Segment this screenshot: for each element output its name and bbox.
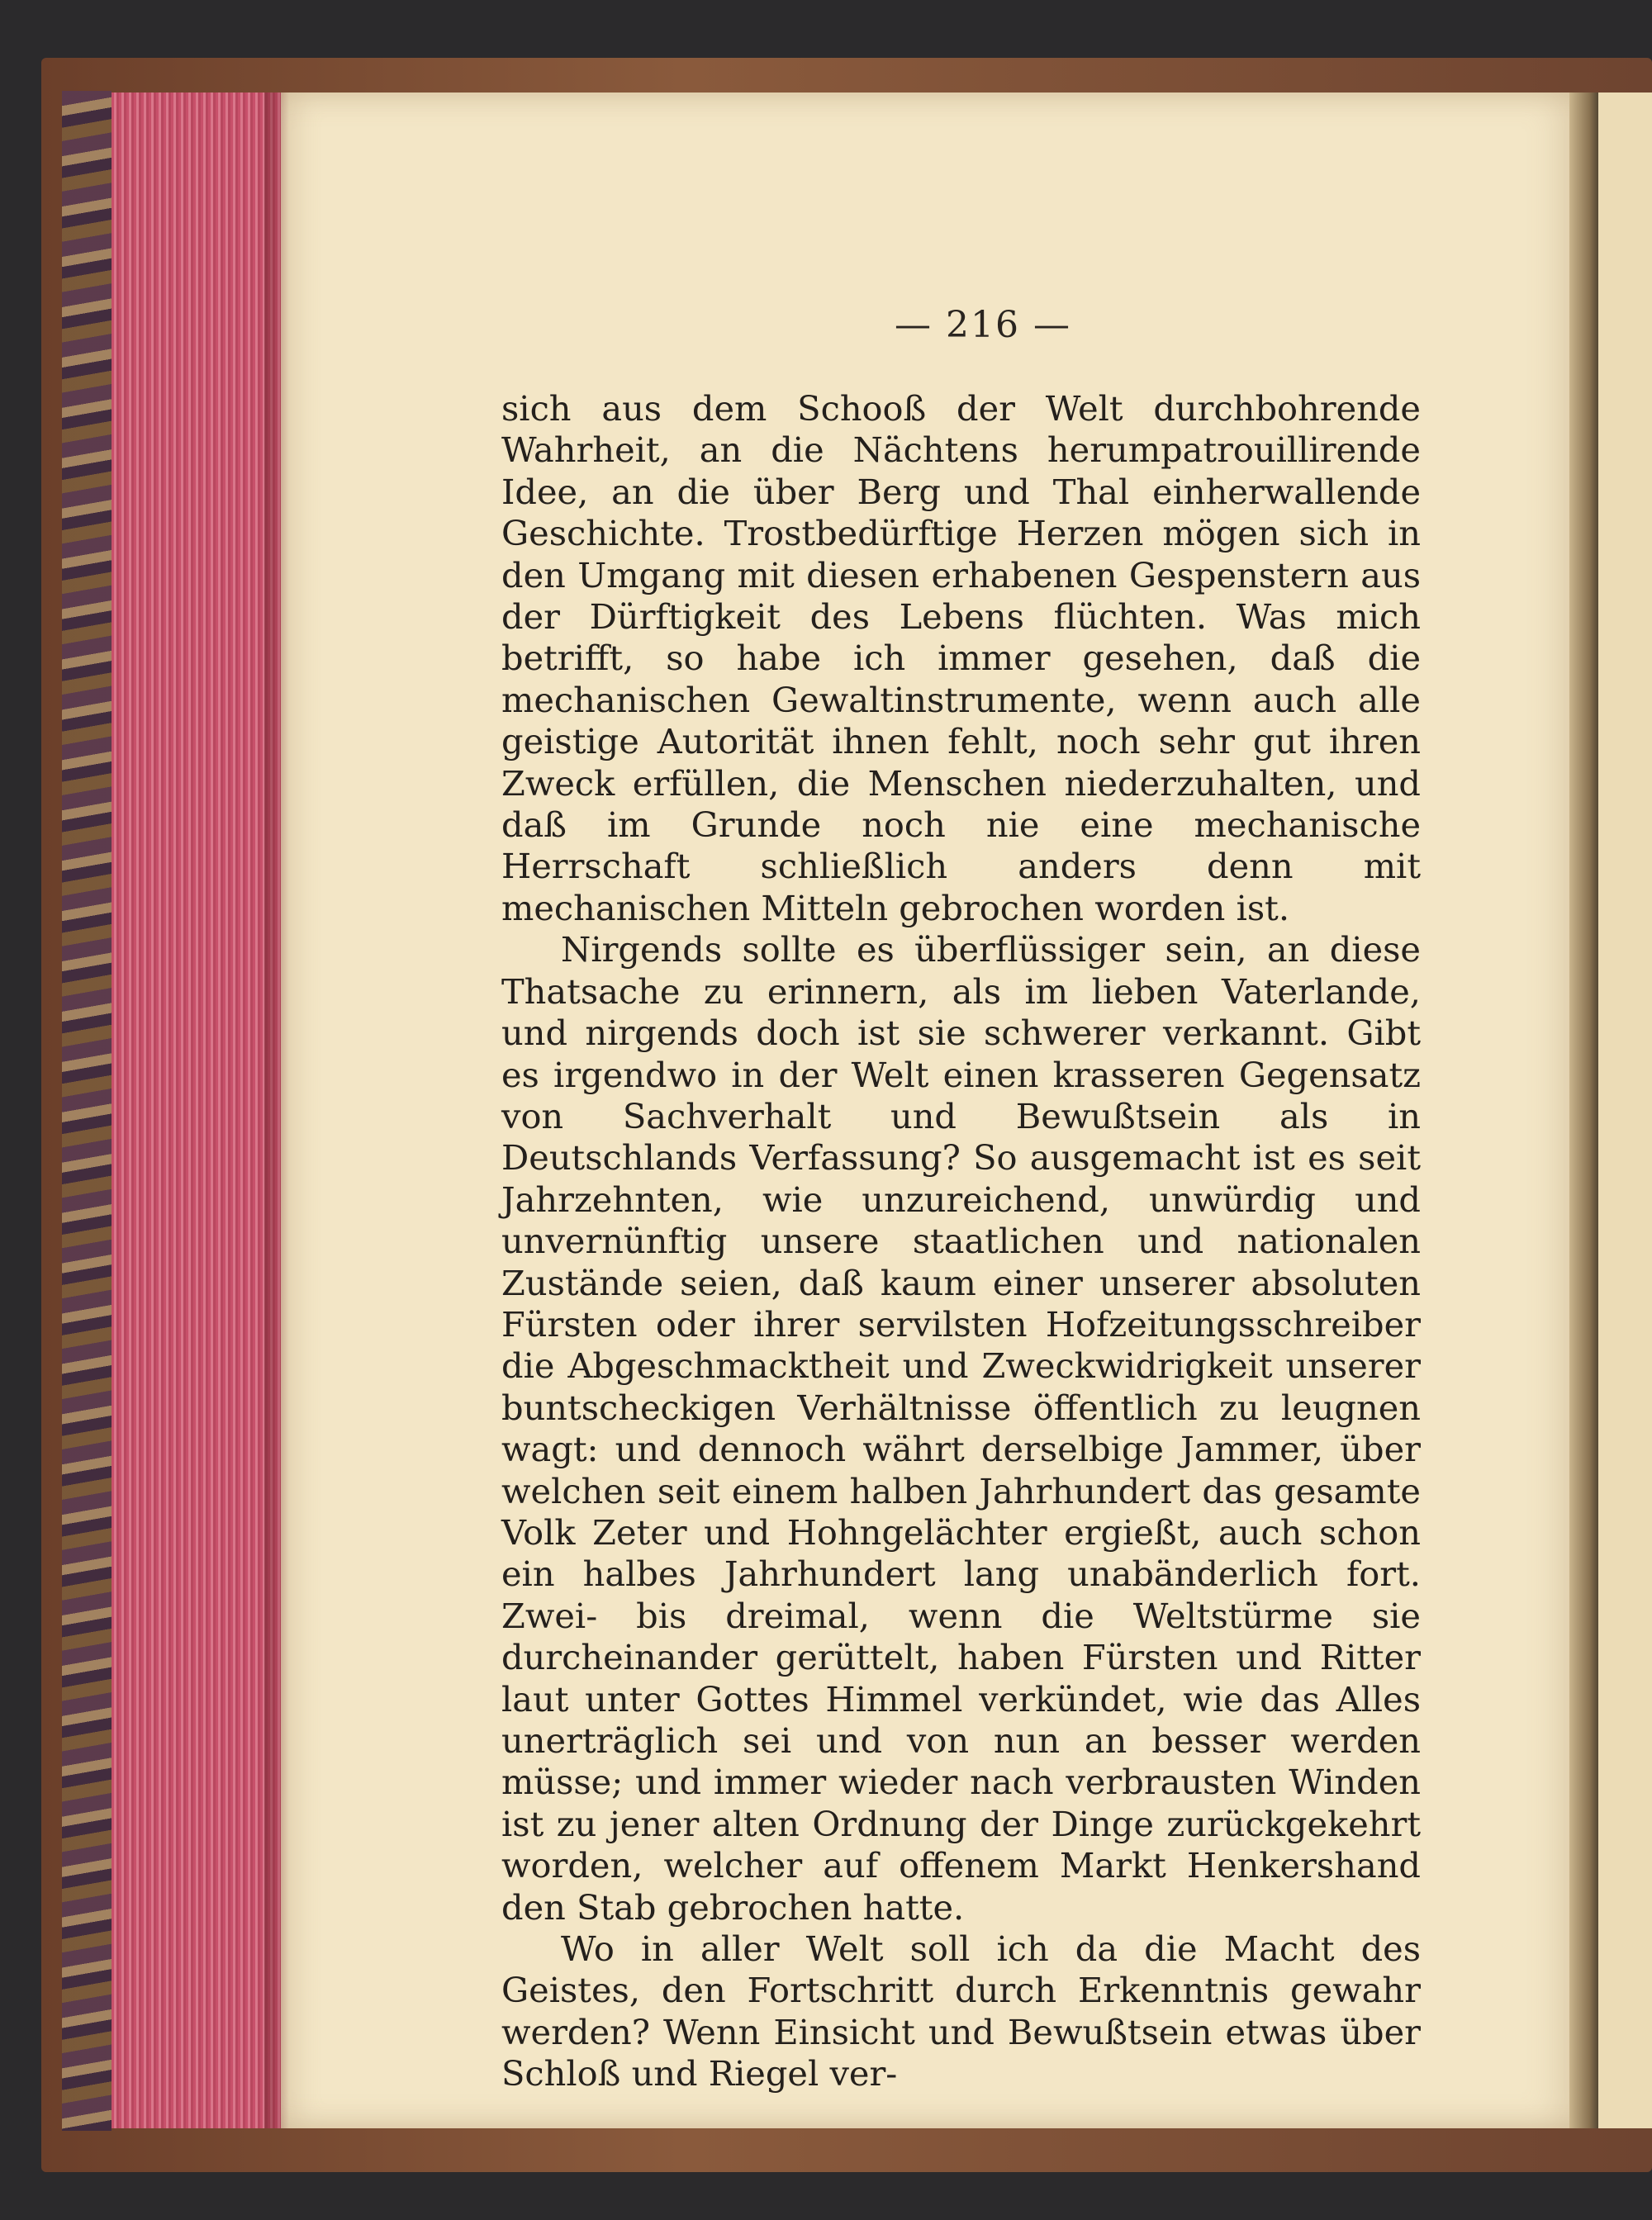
paragraph: Nirgends sollte es überflüssiger sein, an diese Thatsache zu erinnern, als im lieben Vaterlande, und nirgends doch ist sie schwerer verkannt. Gibt es irgendwo in der Welt einen krasseren Gegensatz von Sachverhalt und Bewußtsein als in Deutschlands Verfassung? So ausgemacht ist es seit Jahrzehnten, wie unzureichend, unwürdig und unvernünftig unsere staatlichen und nationalen Zustände seien, daß kaum einer unserer absoluten Fürsten oder ihrer servilsten Hofzeitungsschreiber die Abgeschmacktheit und Zweckwidrigkeit unserer buntscheckigen Verhältnisse öffentlich zu leugnen wagt: und dennoch währt derselbige Jammer, über welchen seit einem halben Jahrhundert das gesamte Volk Zeter und Hohngelächter ergießt, auch schon ein halbes Jahrhundert lang unabänderlich fort. Zwei- bis dreimal, wenn die Weltstürme sie durcheinander gerüttelt, haben Fürsten und Ritter laut unter Gottes Himmel verkündet, wie das Alles unerträglich sei und von nun an besser werden müsse; und immer wieder nach verbrausten Winden ist zu jener alten Ordnung der Dinge zurückgekehrt worden, welcher auf offenem Markt Henkershand den Stab gebrochen hatte.	[501, 929, 1421, 1928]
page-edge-shadow	[264, 92, 289, 2128]
paragraph: sich aus dem Schooß der Welt durchbohrende Wahrheit, an die Nächtens herumpatrouillirende Idee, an die über Berg und Thal einherwallende Geschichte. Trostbedürftige Herzen mögen sich in den Umgang mit diesen erhabenen Gespenstern aus der Dürftigkeit des Lebens flüchten. Was mich betrifft, so habe ich immer gesehen, daß die mechanischen Gewaltinstrumente, wenn auch alle geistige Autorität ihnen fehlt, noch sehr gut ihren Zweck erfüllen, die Menschen niederzuhalten, und daß im Grunde noch nie eine mechanische Herrschaft schließlich anders denn mit mechanischen Mitteln gebrochen worden ist.	[501, 388, 1421, 928]
body-text	[501, 388, 1421, 2095]
facing-page-edge	[1598, 92, 1652, 2128]
page-edges	[112, 92, 281, 2128]
page-number: — 216 —	[895, 304, 1071, 346]
marbled-endpaper	[62, 91, 112, 2131]
book-gutter	[1569, 92, 1602, 2128]
paragraph: Wo in aller Welt soll ich da die Macht des Geistes, den Fortschritt durch Erkenntnis gewahr werden? Wenn Einsicht und Bewußtsein etwas über Schloß und Riegel ver-	[501, 1928, 1421, 2094]
